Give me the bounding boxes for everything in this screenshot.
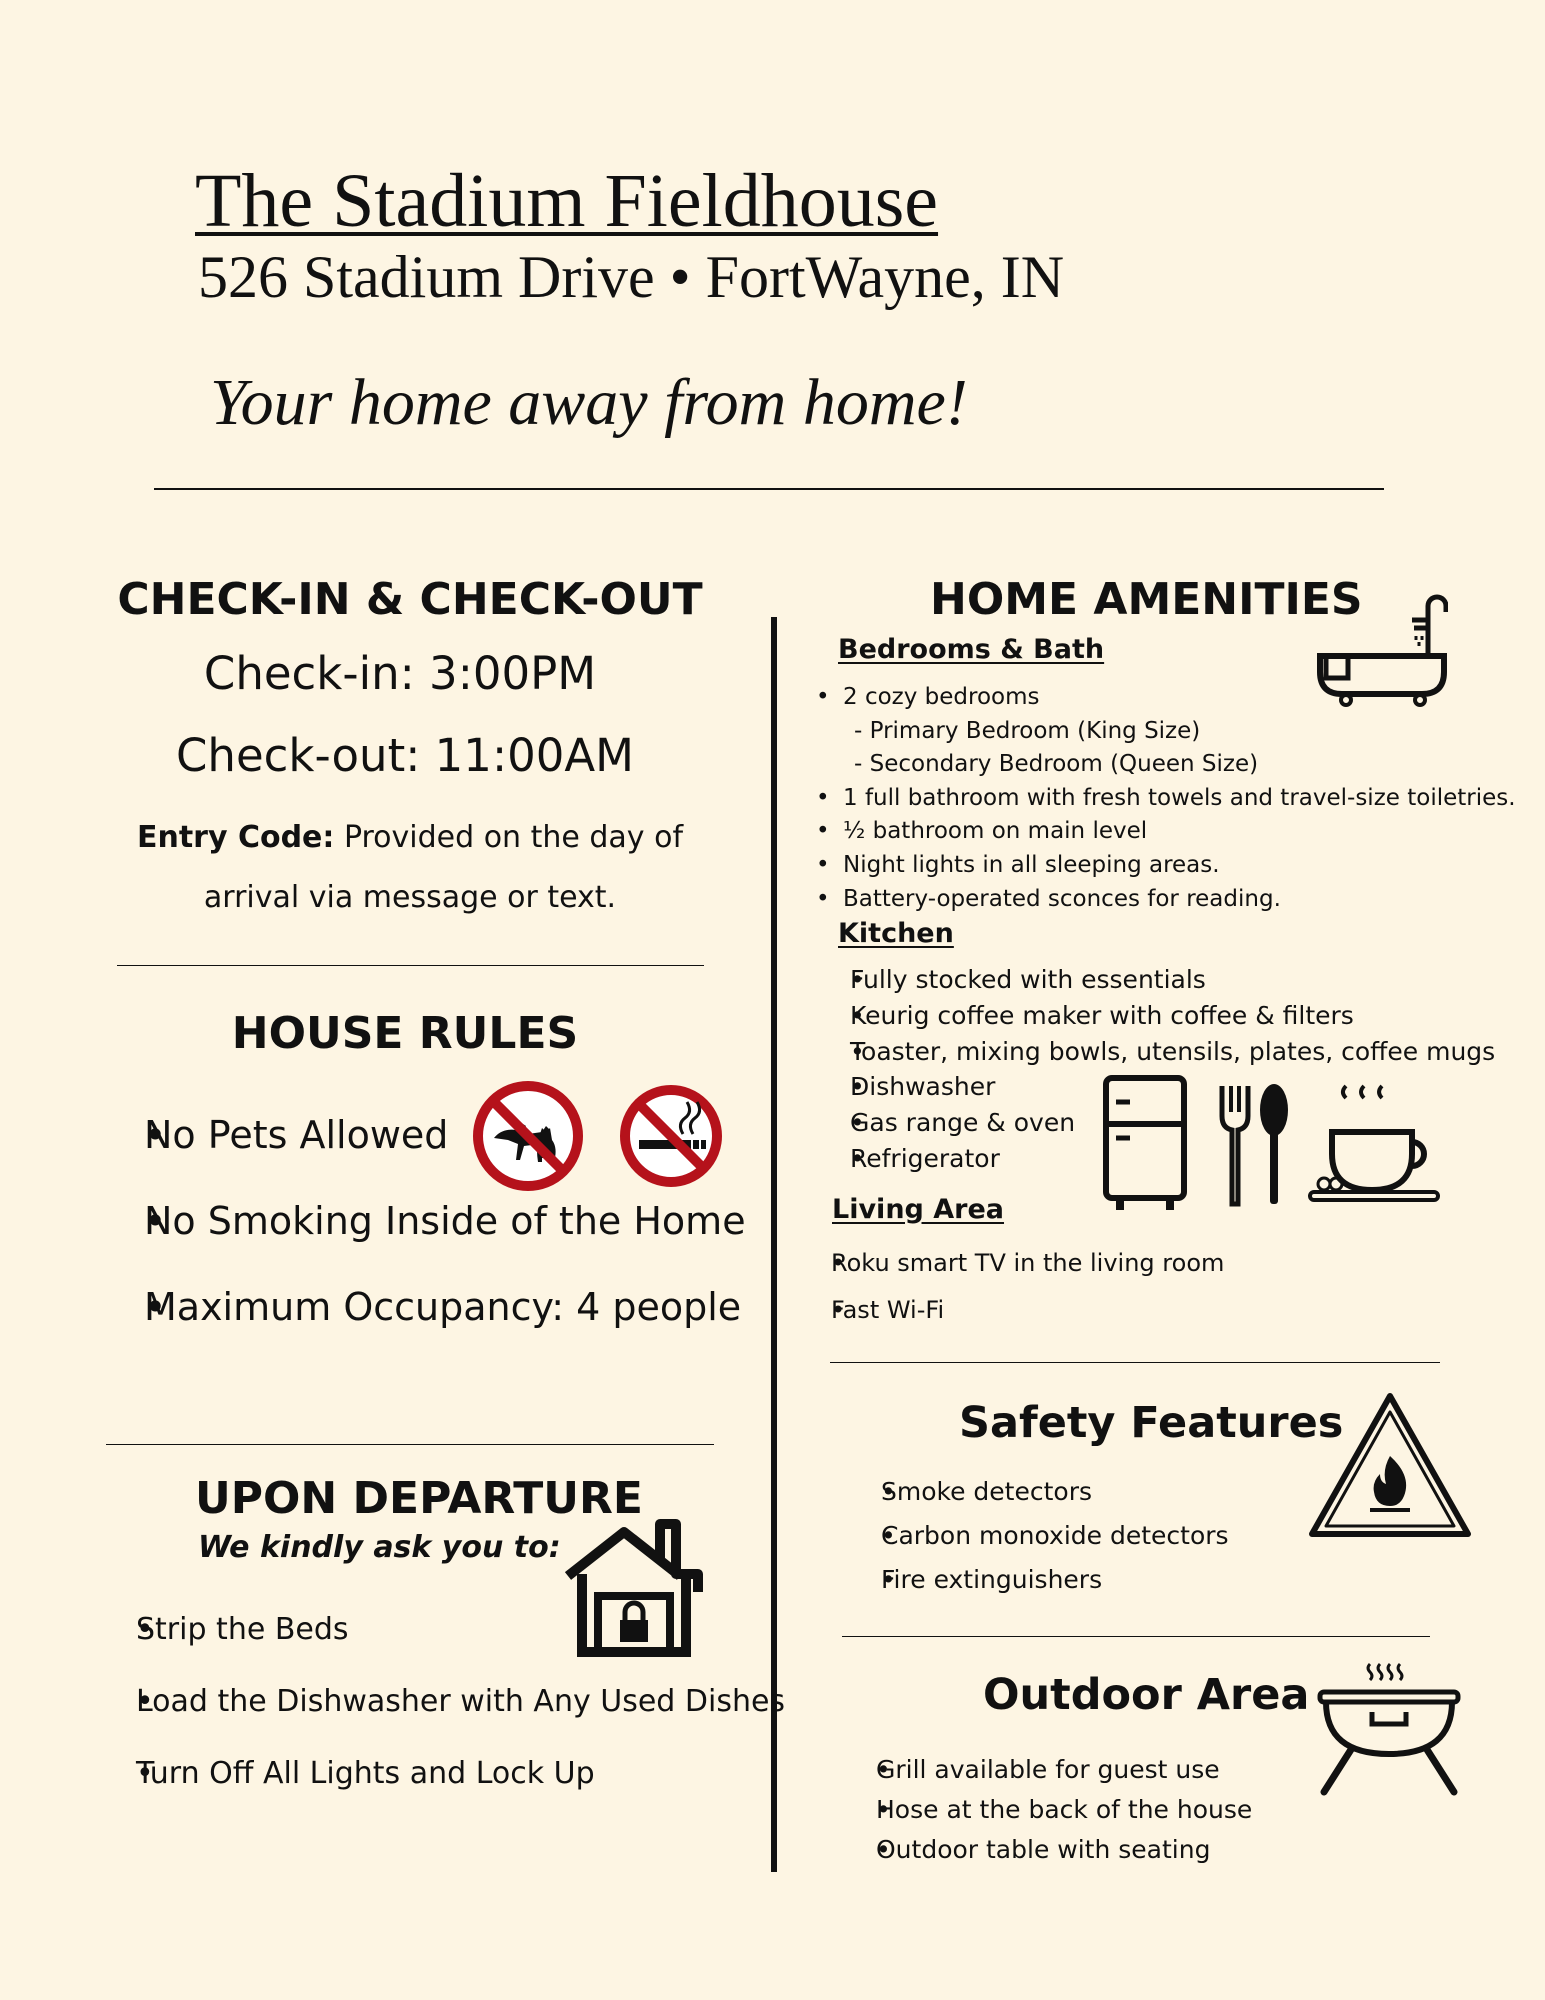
bedrooms-list (816, 681, 1516, 916)
list-item: • Outdoor table with seating (842, 1830, 1252, 1870)
living-label: Living Area (832, 1194, 1005, 1225)
fire-warning-icon (1306, 1390, 1474, 1542)
list-item: - Secondary Bedroom (Queen Size) (854, 751, 1259, 778)
list-item: • 2 cozy bedrooms (816, 684, 1040, 710)
list-item: • Night lights in all sleeping areas. (816, 851, 1220, 878)
list-item: • Hose at the back of the house (842, 1790, 1252, 1830)
checkin-heading: CHECK-IN & CHECK-OUT (117, 574, 703, 625)
list-item: • Fire extinguishers (853, 1558, 1229, 1602)
checkout-time: Check-out: 11:00AM (176, 729, 634, 782)
list-item: • Roku smart TV in the living room (811, 1240, 1224, 1287)
list-item: • Fast Wi-Fi (811, 1287, 1224, 1334)
outdoor-list (842, 1750, 1252, 1870)
safety-divider (842, 1636, 1430, 1637)
list-item: • Turn Off All Lights and Lock Up (100, 1756, 785, 1791)
list-item-text: ½ bathroom on main level (843, 818, 1148, 845)
house-lock-icon (562, 1518, 706, 1658)
list-item: • Strip the Beds (100, 1612, 785, 1684)
coffee-cup-icon (1306, 1080, 1440, 1208)
list-item: • ½ bathroom on main level (816, 818, 1148, 845)
amenities-heading: HOME AMENITIES (930, 574, 1363, 625)
list-item: • Refrigerator (818, 1141, 1495, 1177)
list-item: • Maximum Occupancy: 4 people (100, 1285, 746, 1329)
house-rules-heading: HOUSE RULES (231, 1008, 579, 1059)
entry-code-label: Entry Code: (136, 820, 335, 855)
living-list (811, 1240, 1224, 1333)
list-item-text: 1 full bathroom with fresh towels and travel-size toiletries. (843, 784, 1516, 811)
list-item: • Gas range & oven (818, 1105, 1495, 1141)
list-item-text: Battery-operated sconces for reading. (843, 885, 1281, 912)
page-title: The Stadium Fieldhouse (195, 159, 939, 243)
kitchen-label: Kitchen (838, 918, 954, 949)
list-item: • 1 full bathroom with fresh towels and travel-size toiletries. (816, 784, 1516, 811)
checkin-time: Check-in: 3:00PM (203, 647, 597, 700)
list-item: • Load the Dishwasher with Any Used Dishes (100, 1684, 785, 1756)
list-item: • No Pets Allowed (100, 1113, 746, 1199)
outdoor-heading: Outdoor Area (983, 1670, 1310, 1720)
list-item-text: Night lights in all sleeping areas. (843, 851, 1220, 878)
safety-list (853, 1470, 1229, 1602)
list-item-text: 2 cozy bedrooms (843, 684, 1040, 710)
amenities-divider (830, 1362, 1440, 1363)
entry-code-line2: arrival via message or text. (203, 880, 617, 915)
header-divider (154, 488, 1384, 490)
no-pets-icon (472, 1080, 584, 1192)
bedrooms-label: Bedrooms & Bath (838, 634, 1105, 665)
tagline: Your home away from home! (210, 366, 968, 439)
entry-code-text: Provided on the day of (334, 820, 684, 855)
list-item: • Keurig coffee maker with coffee & filters (818, 998, 1495, 1034)
departure-subheading: We kindly ask you to: (198, 1530, 561, 1565)
safety-heading: Safety Features (959, 1398, 1344, 1448)
fork-spoon-icon (1218, 1082, 1294, 1208)
departure-heading: UPON DEPARTURE (195, 1473, 643, 1524)
list-item: • Battery-operated sconces for reading. (816, 885, 1281, 912)
grill-icon (1316, 1660, 1462, 1798)
list-item: • Smoke detectors (853, 1470, 1229, 1514)
address: 526 Stadium Drive • FortWayne, IN (198, 244, 1065, 310)
refrigerator-icon (1102, 1074, 1188, 1214)
list-item: • No Smoking Inside of the Home (100, 1199, 746, 1285)
list-item: - Primary Bedroom (King Size) (854, 717, 1201, 744)
no-smoking-icon (619, 1084, 723, 1188)
list-item: • Toaster, mixing bowls, utensils, plates, coffee mugs (818, 1034, 1495, 1070)
list-item: • Carbon monoxide detectors (853, 1514, 1229, 1558)
checkin-divider (117, 965, 704, 966)
entry-code-line1 (110, 820, 710, 855)
list-item: • Fully stocked with essentials (818, 962, 1495, 998)
list-item: • Grill available for guest use (842, 1750, 1252, 1790)
rules-divider (106, 1444, 714, 1445)
list-item: • Dishwasher (818, 1069, 1495, 1105)
